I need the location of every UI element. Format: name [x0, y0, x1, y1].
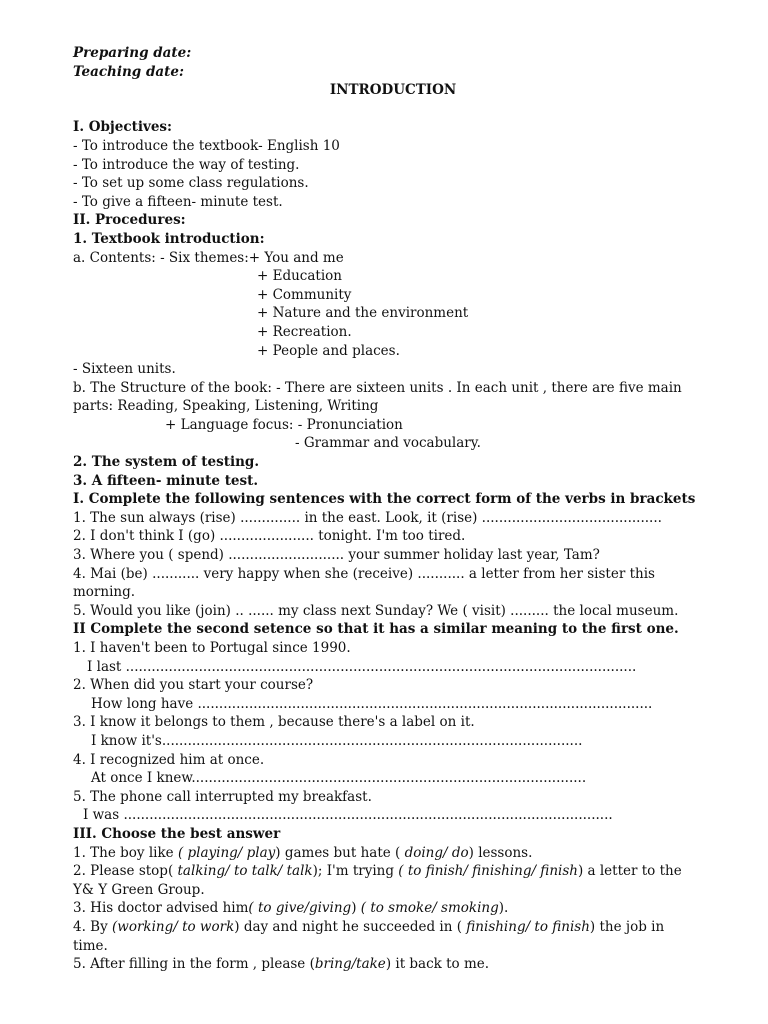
question-line: 3. I know it belongs to them , because there's a label on it. — [73, 714, 475, 731]
objective-item: - To set up some class regulations. — [73, 175, 309, 192]
spacer — [73, 100, 723, 119]
worksheet-page — [73, 44, 723, 974]
choice-line-continued: Y& Y Green Group. — [73, 881, 205, 898]
choice-line: 2. Please stop( talking/ to talk/ talk); I'm trying ( to finish/ finishing/ finish) a letter to the — [73, 863, 682, 880]
exercise-line: 1. The sun always (rise) .............. in the east. Look, it (rise) .......................................... — [73, 509, 662, 526]
question-line: 5. The phone call interrupted my breakfast. — [73, 788, 372, 805]
grammar-line: - Grammar and vocabulary. — [295, 435, 481, 452]
answer-line: At once I knew............................................................................................ — [91, 770, 587, 787]
preparing-date-label: Preparing date: — [73, 45, 192, 61]
test-heading: 3. A fifteen- minute test. — [73, 472, 259, 489]
theme-item: + Community — [257, 286, 352, 303]
theme-item: + Education — [257, 268, 342, 285]
choice-line: 1. The boy like ( playing/ play) games but hate ( doing/ do) lessons. — [73, 844, 533, 861]
procedures-heading: II. Procedures: — [73, 212, 186, 229]
textbook-heading: 1. Textbook introduction: — [73, 230, 265, 247]
part2-heading: II Complete the second setence so that it has a similar meaning to the first one. — [73, 621, 679, 638]
part1-heading: I. Complete the following sentences with the correct form of the verbs in brackets — [73, 491, 696, 508]
language-focus-line: + Language focus: - Pronunciation — [165, 416, 403, 433]
theme-item: + Recreation. — [257, 323, 352, 340]
answer-line: I know it's.................................................................................................. — [91, 732, 583, 749]
objective-item: - To give a fifteen- minute test. — [73, 193, 283, 210]
page-title: INTRODUCTION — [329, 82, 457, 99]
question-line: 4. I recognized him at once. — [73, 751, 265, 768]
theme-item: + People and places. — [257, 342, 400, 359]
exercise-line: morning. — [73, 584, 136, 601]
theme-item: + Nature and the environment — [257, 305, 469, 322]
choice-line: 4. By (working/ to work) day and night he succeeded in ( finishing/ to finish) the job in — [73, 918, 665, 935]
exercise-line: 5. Would you like (join) .. ...... my class next Sunday? We ( visit) ......... the local museum. — [73, 602, 679, 619]
answer-line: I last ....................................................................................................................... — [87, 658, 637, 675]
choice-line: 5. After filling in the form , please (bring/take) it back to me. — [73, 956, 490, 973]
objectives-heading: I. Objectives: — [73, 119, 172, 136]
part3-heading: III. Choose the best answer — [73, 825, 281, 842]
structure-line: b. The Structure of the book: - There are sixteen units . In each unit , there are five main — [73, 379, 682, 396]
exercise-line: 2. I don't think I (go) ...................... tonight. I'm too tired. — [73, 528, 466, 545]
exercise-line: 4. Mai (be) ........... very happy when she (receive) ........... a letter from her sister this — [73, 565, 655, 582]
choice-line: 3. His doctor advised him( to give/giving) ( to smoke/ smoking). — [73, 900, 509, 917]
answer-line: How long have .......................................................................................................... — [91, 695, 653, 712]
exercise-line: 3. Where you ( spend) ........................... your summer holiday last year, Tam? — [73, 547, 600, 564]
contents-line: a. Contents: - Six themes:+ You and me — [73, 249, 344, 266]
objective-item: - To introduce the textbook- English 10 — [73, 137, 340, 154]
structure-line: parts: Reading, Speaking, Listening, Writing — [73, 398, 379, 415]
testing-heading: 2. The system of testing. — [73, 454, 260, 471]
answer-line: I was .................................................................................................................. — [83, 807, 613, 824]
units-line: - Sixteen units. — [73, 361, 176, 378]
objective-item: - To introduce the way of testing. — [73, 156, 300, 173]
question-line: 1. I haven't been to Portugal since 1990. — [73, 640, 351, 656]
choice-line-continued: time. — [73, 937, 108, 954]
teaching-date-label: Teaching date: — [73, 63, 184, 80]
question-line: 2. When did you start your course? — [73, 677, 314, 694]
